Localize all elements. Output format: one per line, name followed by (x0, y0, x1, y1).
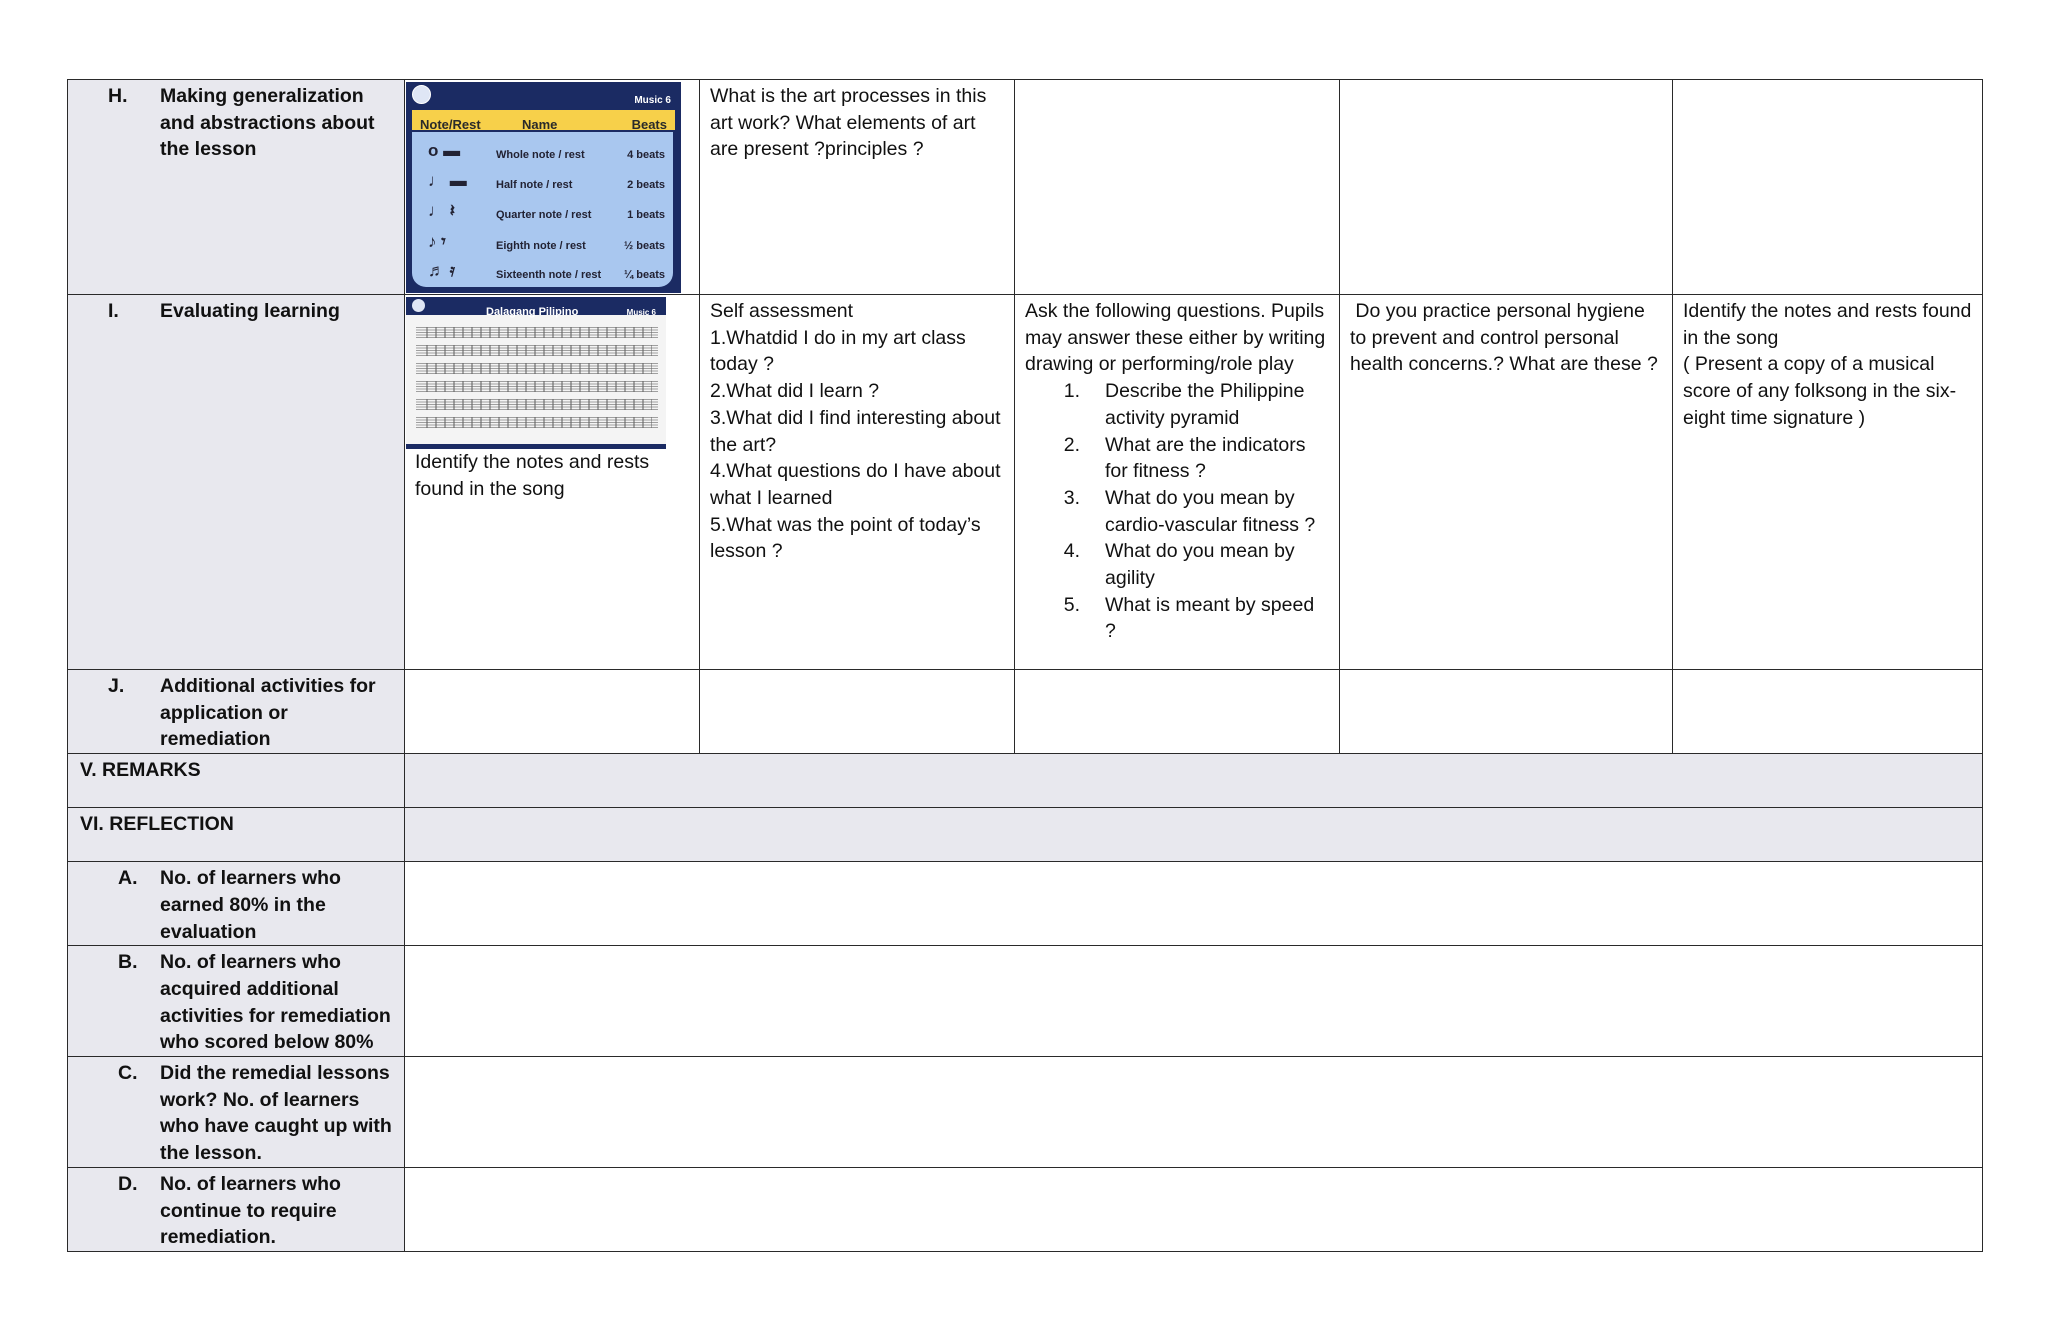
row-j (68, 670, 1983, 754)
list-item (1025, 485, 1329, 538)
list-item (1025, 538, 1329, 591)
music-staff (416, 399, 658, 410)
identify-notes-text: Identify the notes and rests found in the song (415, 451, 655, 500)
deped-seal-icon (412, 299, 425, 312)
art-process-question: What is the art processes in this art work? What elements of art are present ?principles ? (710, 85, 987, 161)
row-h-label-cell (68, 80, 405, 295)
section-heading: V. REMARKS (80, 759, 201, 782)
lesson-log-table (67, 79, 1983, 1252)
row-reflection (68, 808, 1983, 862)
header-name: Name (522, 117, 558, 132)
self-assessment-line: 4.What questions do I have about what I learned (710, 460, 1006, 509)
note-beats: 2 beats (627, 179, 665, 191)
row-j-col3 (1015, 670, 1340, 754)
row-j-col4 (1340, 670, 1673, 754)
note-row (412, 194, 673, 224)
row-a-value-cell (405, 862, 1983, 946)
row-h-col2 (700, 80, 1015, 295)
row-a (68, 862, 1983, 946)
song-title: Dalagang Pilipino (486, 306, 579, 318)
header-note-rest: Note/Rest (420, 117, 481, 132)
image-subject: Music 6 (626, 308, 656, 317)
folksong-instruction: ( Present a copy of a musical score of any folksong in the six-eight time signature ) (1683, 353, 1957, 429)
row-c-value-cell (405, 1057, 1983, 1168)
note-name: Eighth note / rest (496, 240, 586, 252)
item-number: 4. (1063, 540, 1080, 563)
reflection-value-cell (405, 808, 1983, 862)
section-heading: VI. REFLECTION (80, 813, 234, 836)
music-staff (416, 327, 658, 338)
self-assessment-line: 1.Whatdid I do in my art class today ? (710, 326, 972, 376)
row-j-col5 (1673, 670, 1983, 754)
item-text: What do you mean by cardio-vascular fitness ? (1105, 486, 1316, 536)
row-j-label-cell (68, 670, 405, 754)
questions-list (1025, 378, 1329, 645)
half-note-icon: ♩ ▬ (428, 171, 467, 190)
row-letter: C. (118, 1062, 138, 1085)
hygiene-question: Do you practice personal hygiene to prevent and control personal health concerns.? What are these ? (1350, 300, 1658, 376)
music-staff (416, 345, 658, 356)
row-a-label-cell (68, 862, 405, 946)
note-row (412, 134, 673, 164)
row-letter: B. (118, 951, 138, 974)
row-label: No. of learners who earned 80% in the evaluation (160, 867, 341, 943)
note-name: Half note / rest (496, 179, 573, 191)
row-h-col1 (405, 80, 700, 295)
identify-notes-line: Identify the notes and rests found in the song (1683, 300, 1977, 349)
row-i-col3 (1015, 295, 1340, 670)
self-assessment-line: 2.What did I learn ? (710, 380, 880, 403)
row-label: Additional activities for application or remediation (160, 675, 376, 751)
row-label: No. of learners who acquired additional activities for remediation who scored below 80% (160, 951, 391, 1054)
row-c-label-cell (68, 1057, 405, 1168)
row-i-label-cell (68, 295, 405, 670)
row-label: Evaluating learning (160, 300, 340, 322)
list-item (1025, 432, 1329, 485)
row-h (68, 80, 1983, 295)
list-item (1025, 378, 1329, 431)
self-assessment-line: Self assessment (710, 300, 854, 322)
row-d-label-cell (68, 1167, 405, 1251)
row-c (68, 1057, 1983, 1168)
row-letter: A. (118, 867, 138, 890)
note-beats: 4 beats (627, 149, 665, 161)
reflection-label-cell (68, 808, 405, 862)
note-row (412, 225, 673, 255)
item-text: What do you mean by agility (1105, 540, 1295, 590)
item-number: 3. (1063, 486, 1080, 509)
note-values-image (406, 82, 681, 293)
note-beats: 1 beats (627, 209, 665, 221)
quarter-note-icon: ♩ 𝄽 (428, 201, 455, 220)
note-row (412, 164, 673, 194)
row-d (68, 1167, 1983, 1251)
self-assessment-line: 5.What was the point of today’s lesson ? (710, 513, 987, 563)
row-h-col4 (1340, 80, 1673, 295)
row-i-col5 (1673, 295, 1983, 670)
item-number: 5. (1063, 593, 1080, 616)
row-j-col1 (405, 670, 700, 754)
row-d-value-cell (405, 1167, 1983, 1251)
row-i-col1 (405, 295, 700, 670)
questions-intro: Ask the following questions. Pupils may answer these either by writing drawing or performing/role play (1025, 300, 1331, 376)
note-name: Sixteenth note / rest (496, 269, 602, 281)
music-staff (416, 381, 658, 392)
row-b (68, 946, 1983, 1057)
row-letter: I. (108, 300, 119, 322)
note-beats: ½ beats (624, 240, 665, 252)
item-text: What is meant by speed ? (1105, 593, 1315, 643)
row-remarks (68, 754, 1983, 808)
remarks-label-cell (68, 754, 405, 808)
row-letter: D. (118, 1172, 138, 1195)
item-text: What are the indicators for fitness ? (1105, 433, 1306, 483)
row-label: No. of learners who continue to require remediation. (160, 1172, 341, 1249)
row-label: Did the remedial lessons work? No. of learners who have caught up with the lesson. (160, 1062, 392, 1165)
music-staff (416, 417, 658, 428)
image-subject: Music 6 (634, 95, 671, 106)
note-beats: ¼ beats (624, 269, 665, 281)
row-label: Making generalization and abstractions about the lesson (160, 85, 375, 161)
row-i-col4 (1340, 295, 1673, 670)
row-letter: J. (108, 675, 125, 697)
row-h-col3 (1015, 80, 1340, 295)
note-name: Whole note / rest (496, 149, 585, 161)
note-row (412, 254, 673, 284)
row-h-col5 (1673, 80, 1983, 295)
music-staff (416, 363, 658, 374)
whole-note-icon: o ▬ (428, 141, 461, 160)
row-i (68, 295, 1983, 670)
deped-seal-icon (412, 85, 431, 104)
eighth-note-icon: ♪ 𝄾 (428, 232, 446, 251)
note-name: Quarter note / rest (496, 209, 592, 221)
remarks-value-cell (405, 754, 1983, 808)
note-table-body (412, 132, 673, 287)
row-j-col2 (700, 670, 1015, 754)
song-score-image (406, 297, 666, 449)
list-item (1025, 592, 1329, 645)
row-i-col2 (700, 295, 1015, 670)
item-number: 1. (1063, 380, 1080, 403)
sixteenth-note-icon: ♬ 𝄿 (428, 261, 455, 280)
item-number: 2. (1063, 433, 1080, 456)
row-letter: H. (108, 85, 128, 107)
self-assessment-line: 3.What did I find interesting about the art? (710, 406, 1006, 456)
row-b-value-cell (405, 946, 1983, 1057)
header-beats: Beats (631, 117, 667, 132)
note-table-header (412, 110, 675, 130)
row-b-label-cell (68, 946, 405, 1057)
item-text: Describe the Philippine activity pyramid (1105, 380, 1305, 429)
